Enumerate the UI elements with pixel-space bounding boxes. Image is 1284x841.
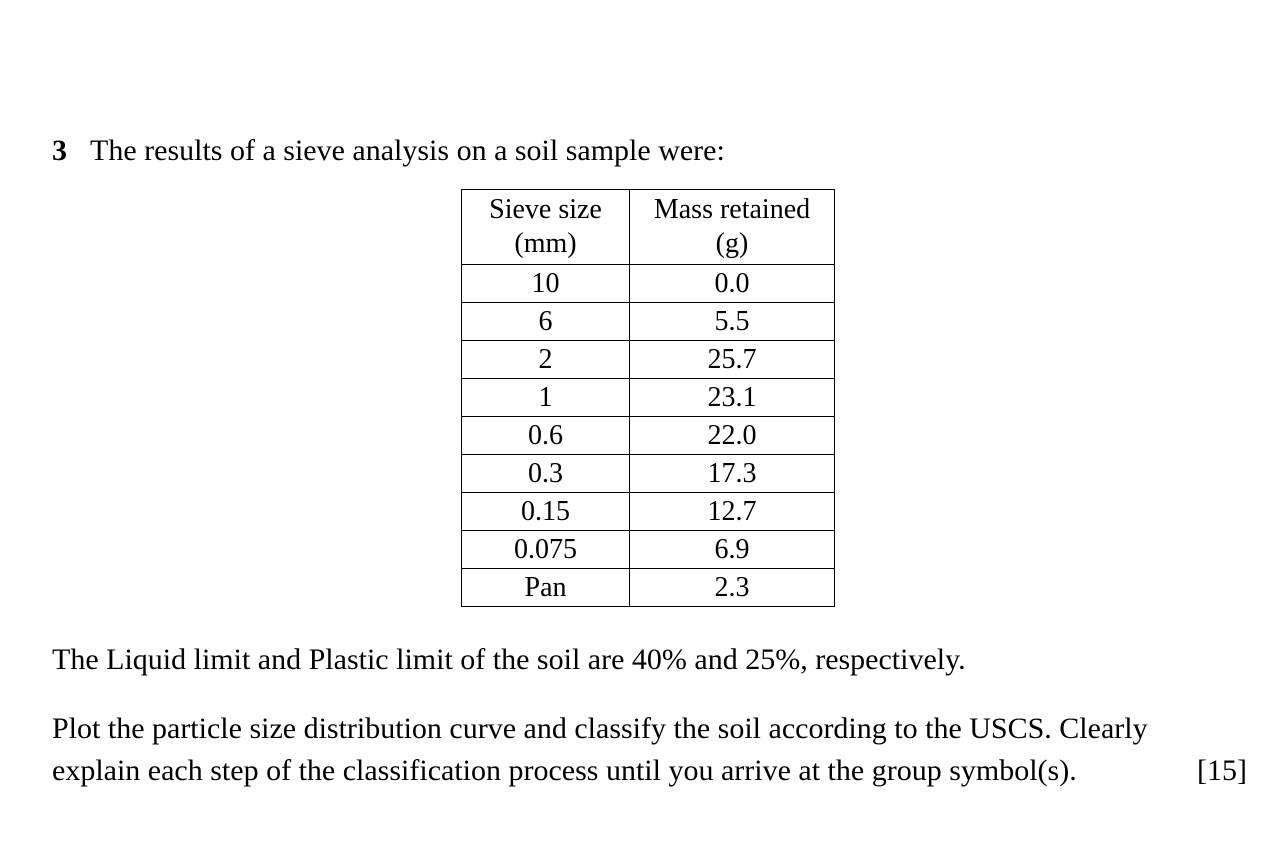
- table-row: [462, 265, 835, 303]
- table-row: [462, 341, 835, 379]
- mass-retained-cell: 6.9: [630, 531, 835, 569]
- sieve-size-cell: 0.075: [462, 531, 630, 569]
- instruction-paragraph: [52, 708, 1247, 792]
- mass-retained-cell: 23.1: [630, 379, 835, 417]
- mass-retained-cell: 12.7: [630, 493, 835, 531]
- mass-retained-cell: 25.7: [630, 341, 835, 379]
- question-number: 3: [52, 134, 67, 167]
- sieve-size-header-label: Sieve size: [489, 194, 602, 225]
- mass-retained-header-label: Mass retained: [653, 194, 811, 225]
- table-row: [462, 303, 835, 341]
- instruction-line-2: [52, 750, 1247, 792]
- sieve-size-cell: 0.3: [462, 455, 630, 493]
- sieve-size-cell: Pan: [462, 569, 630, 607]
- mass-retained-header: [630, 190, 835, 265]
- sieve-analysis-table: [461, 189, 835, 607]
- table-row: [462, 455, 835, 493]
- mass-retained-header-unit: (g): [715, 228, 749, 259]
- question-intro: The results of a sieve analysis on a soil sample were:: [90, 134, 725, 167]
- mass-retained-cell: 2.3: [630, 569, 835, 607]
- sieve-size-cell: 1: [462, 379, 630, 417]
- mass-retained-cell: 22.0: [630, 417, 835, 455]
- instruction-line-2-text: explain each step of the classification process until you arrive at the group symbol(s).: [52, 754, 1077, 787]
- sieve-size-cell: 2: [462, 341, 630, 379]
- mass-retained-cell: 5.5: [630, 303, 835, 341]
- sieve-size-header-unit: (mm): [514, 228, 577, 259]
- table-row: [462, 417, 835, 455]
- table-row: [462, 531, 835, 569]
- table-row: [462, 493, 835, 531]
- question-heading: [52, 131, 725, 171]
- sieve-size-cell: 0.6: [462, 417, 630, 455]
- table-row: [462, 379, 835, 417]
- sieve-size-header: [462, 190, 630, 265]
- marks-allocation: [15]: [1197, 754, 1247, 787]
- table-header-row: [462, 190, 835, 265]
- sieve-size-cell: 10: [462, 265, 630, 303]
- sieve-size-cell: 0.15: [462, 493, 630, 531]
- mass-retained-cell: 0.0: [630, 265, 835, 303]
- sieve-size-cell: 6: [462, 303, 630, 341]
- instruction-line-1: Plot the particle size distribution curve and classify the soil according to the USCS. Clearly: [52, 712, 1148, 745]
- limits-statement: The Liquid limit and Plastic limit of the soil are 40% and 25%, respectively.: [52, 643, 966, 676]
- mass-retained-cell: 17.3: [630, 455, 835, 493]
- table-row: [462, 569, 835, 607]
